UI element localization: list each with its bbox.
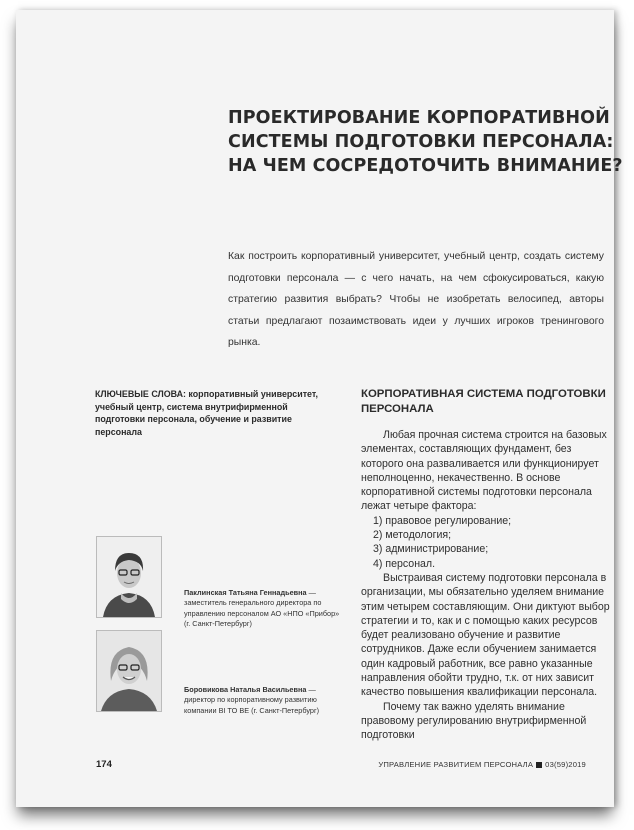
page-number: 174: [96, 759, 112, 770]
body-paragraph-2: Выстраивая систему подготовки персонала в организации, мы обязательно уделяем внимание этим четырем составляющим. Они диктуют выбор стратегии и то, как и с помощью каких ресурсов будет реализовано обучение и развитие сотрудников. Даже если обучением занимается один кадровый работник, все равно указанные направления обойти трудно, т.к. от них зависит качество повышения квалификации персонала.: [361, 571, 610, 699]
author-name-1: Паклинская Татьяна Геннадьевна: [184, 588, 307, 597]
author-desc-2: — директор по корпоративному развитию компании BI TO BE (г. Санкт-Петербург): [184, 685, 320, 715]
running-footer: [378, 760, 586, 769]
title-line-1: ПРОЕКТИРОВАНИЕ КОРПОРАТИВНОЙ: [228, 108, 610, 128]
author-photo-2: [96, 630, 162, 712]
author-photo-1: [96, 536, 162, 618]
author-caption-1: [184, 588, 344, 630]
keywords: КЛЮЧЕВЫЕ СЛОВА: корпоративный университет, учебный центр, система внутрифирменной подготовки персонала, обучение и развитие персонала: [95, 389, 319, 437]
article-lead: Как построить корпоративный университет, учебный центр, создать систему подготовки персонала — с чего начать, на чем сфокусироваться, какую стратегию развития выбрать? Чтобы не изобретать велосипед, авторы статьи предлагают позаимствовать идеи у лучших игроков тренингового рынка.: [228, 251, 604, 348]
magazine-page: [16, 10, 623, 807]
list-item-1: 1) правовое регулирование;: [373, 514, 512, 527]
body-paragraph-3: Почему так важно уделять внимание правовому регулированию внутрифирменной подготовки: [361, 700, 587, 742]
square-bullet-icon: [536, 762, 542, 768]
section-heading: КОРПОРАТИВНАЯ СИСТЕМА ПОДГОТОВКИ ПЕРСОНАЛА: [361, 388, 606, 415]
title-line-3: НА ЧЕМ СОСРЕДОТОЧИТЬ ВНИМАНИЕ?: [228, 156, 623, 176]
article-body: [361, 428, 611, 743]
author-desc-1: — заместитель генерального директора по управлению персоналом АО «НПО «Прибор» (г. Санкт-Петербург): [184, 588, 340, 629]
author-caption-2: [184, 685, 344, 716]
list-item-3: 3) администрирование;: [373, 543, 489, 556]
title-line-2: СИСТЕМЫ ПОДГОТОВКИ ПЕРСОНАЛА:: [228, 132, 614, 152]
list-item-2: 2) методология;: [373, 529, 452, 542]
journal-name: УПРАВЛЕНИЕ РАЗВИТИЕМ ПЕРСОНАЛА: [378, 760, 534, 769]
article-title: [228, 106, 623, 178]
author-name-2: Боровикова Наталья Васильевна: [184, 685, 307, 694]
body-paragraph-1: Любая прочная система строится на базовых элементах, составляющих фундамент, без которого она разваливается или функционирует неполноценно, некачественно. В основе корпоративной системы подготовки персонала лежат четыре фактора:: [361, 429, 607, 513]
issue-number: 03(59)2019: [545, 760, 586, 769]
list-item-4: 4) персонал.: [373, 557, 436, 570]
